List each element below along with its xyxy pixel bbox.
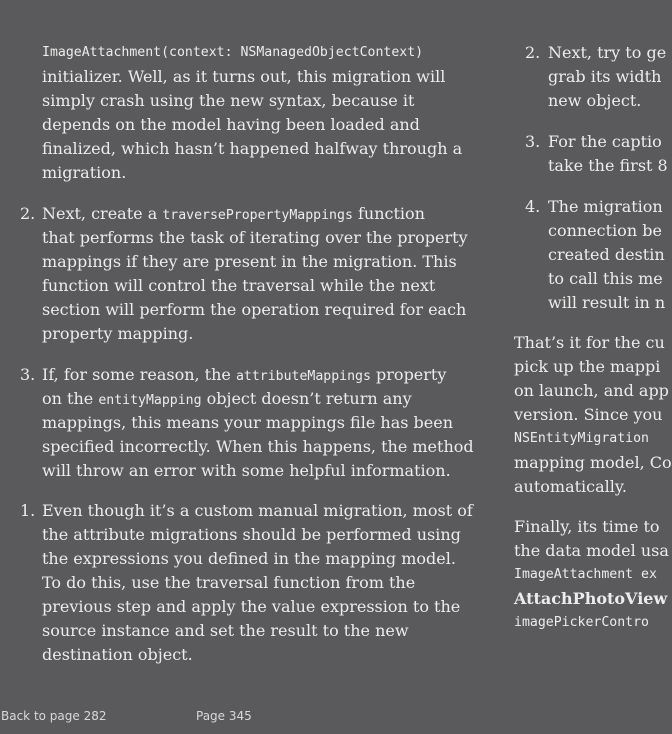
paragraph-line: on launch, and app <box>514 381 669 400</box>
list-item-line: If, for some reason, the attributeMappings property <box>42 365 447 384</box>
right-column <box>487 0 672 734</box>
bold-text: AttachPhotoView <box>514 589 668 608</box>
right-paragraph-1 <box>514 331 672 499</box>
list-item-line: previous step and apply the value expression to the <box>42 597 461 616</box>
list-item-line: destination object. <box>42 645 193 664</box>
back-to-page-link[interactable]: Back to page 282 <box>1 709 107 723</box>
list-item-3 <box>42 363 474 483</box>
list-item-line: the expressions you defined in the mapping model. <box>42 549 456 568</box>
list-item-1 <box>42 499 473 667</box>
inline-code: ImageAttachment ex <box>514 567 657 582</box>
inline-code: imagePickerContro <box>514 615 649 630</box>
list-number: 2. <box>525 43 541 62</box>
list-item-line: grab its width <box>548 67 662 86</box>
list-item-line: specified incorrectly. When this happens, the method <box>42 437 474 456</box>
right-list-item-4 <box>548 195 665 315</box>
inline-code: entityMapping <box>98 393 202 408</box>
paragraph-line: the data model usa <box>514 541 669 560</box>
intro-line: simply crash using the new syntax, because it <box>42 91 415 110</box>
list-item-2 <box>42 202 468 346</box>
list-item-line: To do this, use the traversal function from the <box>42 573 416 592</box>
paragraph-line: mapping model, Co <box>514 453 672 472</box>
paragraph-line: Finally, its time to <box>514 517 660 536</box>
right-list-item-2 <box>548 41 666 113</box>
list-item-line: Next, create a traversePropertyMappings function <box>42 204 425 223</box>
list-item-line: mappings, this means your mappings file has been <box>42 413 454 432</box>
inline-code: NSEntityMigration <box>514 431 649 446</box>
list-item-line: that performs the task of iterating over the property <box>42 228 468 247</box>
intro-line: initializer. Well, as it turns out, this migration will <box>42 67 446 86</box>
inline-code: traversePropertyMappings <box>162 208 353 223</box>
list-item-line: Even though it’s a custom manual migration, most of <box>42 501 473 520</box>
page-number: Page 345 <box>196 709 252 723</box>
list-number: 1. <box>20 501 36 520</box>
list-item-line: on the entityMapping object doesn’t return any <box>42 389 412 408</box>
list-item-line: The migration <box>548 197 663 216</box>
paragraph-line: That’s it for the cu <box>514 333 665 352</box>
list-item-line: property mapping. <box>42 324 194 343</box>
intro-code: ImageAttachment(context: NSManagedObjectContext) <box>42 45 424 60</box>
intro-line: depends on the model having been loaded and <box>42 115 420 134</box>
list-item-line: to call this me <box>548 269 663 288</box>
intro-paragraph <box>42 41 462 185</box>
paragraph-line: version. Since you <box>514 405 663 424</box>
list-number: 3. <box>525 132 541 151</box>
intro-line: migration. <box>42 163 127 182</box>
list-item-line: created destin <box>548 245 665 264</box>
paragraph-line: pick up the mappi <box>514 357 661 376</box>
list-item-line: For the captio <box>548 132 662 151</box>
list-item-line: the attribute migrations should be performed using <box>42 525 461 544</box>
list-item-line: take the first 8 <box>548 156 668 175</box>
list-item-line: section will perform the operation required for each <box>42 300 467 319</box>
list-number: 3. <box>20 365 36 384</box>
right-paragraph-2 <box>514 515 669 635</box>
list-item-line: connection be <box>548 221 662 240</box>
list-item-line: mappings if they are present in the migration. This <box>42 252 457 271</box>
list-item-line: Next, try to ge <box>548 43 667 62</box>
list-item-line: will throw an error with some helpful information. <box>42 461 451 480</box>
paragraph-line: automatically. <box>514 477 627 496</box>
inline-code: attributeMappings <box>235 369 371 384</box>
list-item-line: function will control the traversal while the next <box>42 276 436 295</box>
right-list-item-3 <box>548 130 668 178</box>
list-item-line: source instance and set the result to the new <box>42 621 409 640</box>
list-item-line: new object. <box>548 91 642 110</box>
list-item-line: will result in n <box>548 293 666 312</box>
intro-line: finalized, which hasn’t happened halfway through a <box>42 139 463 158</box>
list-number: 4. <box>525 197 541 216</box>
list-number: 2. <box>20 204 36 223</box>
